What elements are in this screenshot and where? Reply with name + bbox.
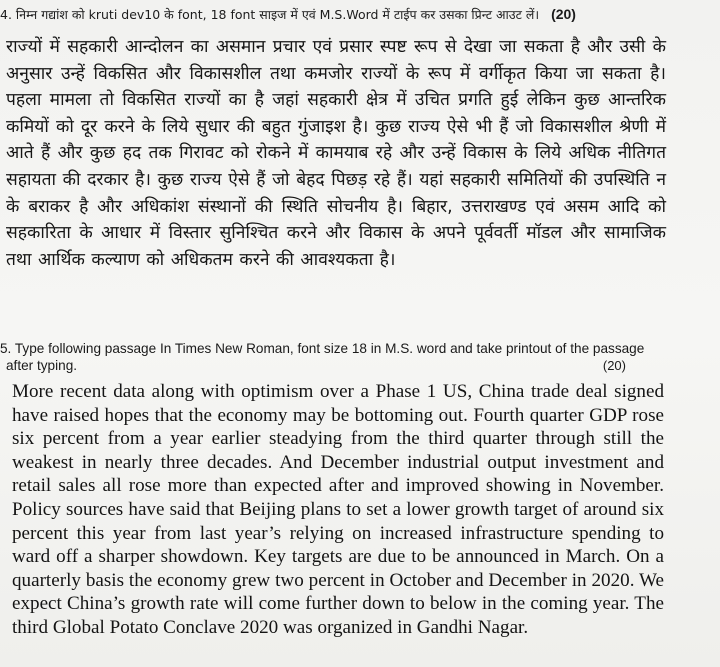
hindi-passage: राज्यों में सहकारी आन्दोलन का असमान प्रचार एवं प्रसार स्पष्ट रूप से देखा जा सकता है और उसी के अनुसार उन्हें विकसित और विकासशील तथा कमजोर राज्यों के रूप में वर्गीकृत किया जा सकता है। पहला मामला तो विकसित राज्यों का है जहां सहकारी क्षेत्र में उचित प्रगति हुई लेकिन कुछ आन्तरिक कमियों को दूर करने के लिये सुधार की बहुत गुंजाइश है। कुछ राज्य ऐसे भी हैं जो विकासशील श्रेणी में आते हैं और कुछ हद तक गिरावट को रोकने में कामयाब रहे और उन्हें विकास के लिये अधिक नीतिगत सहायता की दरकार है। कुछ राज्य ऐसे हैं जो बेहद पिछड़ रहे हैं। यहां सहकारी समितियों की उपस्थिति न के बराकर है और अधिकांश संस्थानों की स्थिति सोचनीय है। बिहार, उत्तराखण्ड एवं असम आदि को सहकारिता के आधार में विस्तार सुनिश्चित करने और विकास के अपने पूर्ववर्ती मॉडल और सामाजिक तथा आर्थिक कल्याण को अधिकतम करने की आवश्यकता है। (6, 37, 666, 270)
question-4-marks: (20) (551, 6, 576, 22)
question-5-instruction-cont: after typing. (6, 358, 78, 373)
question-5-marks: (20) (602, 358, 626, 373)
question-4-header (0, 6, 700, 23)
question-4-instruction: 4. निम्न गद्यांश को kruti dev10 के font, 18 font साइज में एवं M.S.Word में टाईप कर उसका प्रिन्ट आउट लें। (0, 7, 540, 22)
question-5-instruction: 5. Type following passage In Times New Roman, font size 18 in M.S. word and take printout of the passage (0, 341, 645, 356)
question-5-header (0, 340, 700, 374)
question-5-instruction-row (0, 357, 626, 374)
english-passage: More recent data along with optimism over a Phase 1 US, China trade deal signed have raised hopes that the economy may be bottoming out. Fourth quarter GDP rose six percent from a year earlier steadying from the third quarter through still the weakest in nearly three decades. And December industrial output investment and retail sales all rose more than expected after and improved showing in November. Policy sources have said that Beijing plans to set a lower growth target of around six percent this year from last year’s relying on increased infrastructure spending to ward off a sharper showdown. Key targets are due to be announced in March. On a quarterly basis the economy grew two percent in October and December in 2020. We expect China’s growth rate will come further down to below in the coming year. The third Global Potato Conclave 2020 was organized in Gandhi Nagar. (12, 381, 664, 638)
